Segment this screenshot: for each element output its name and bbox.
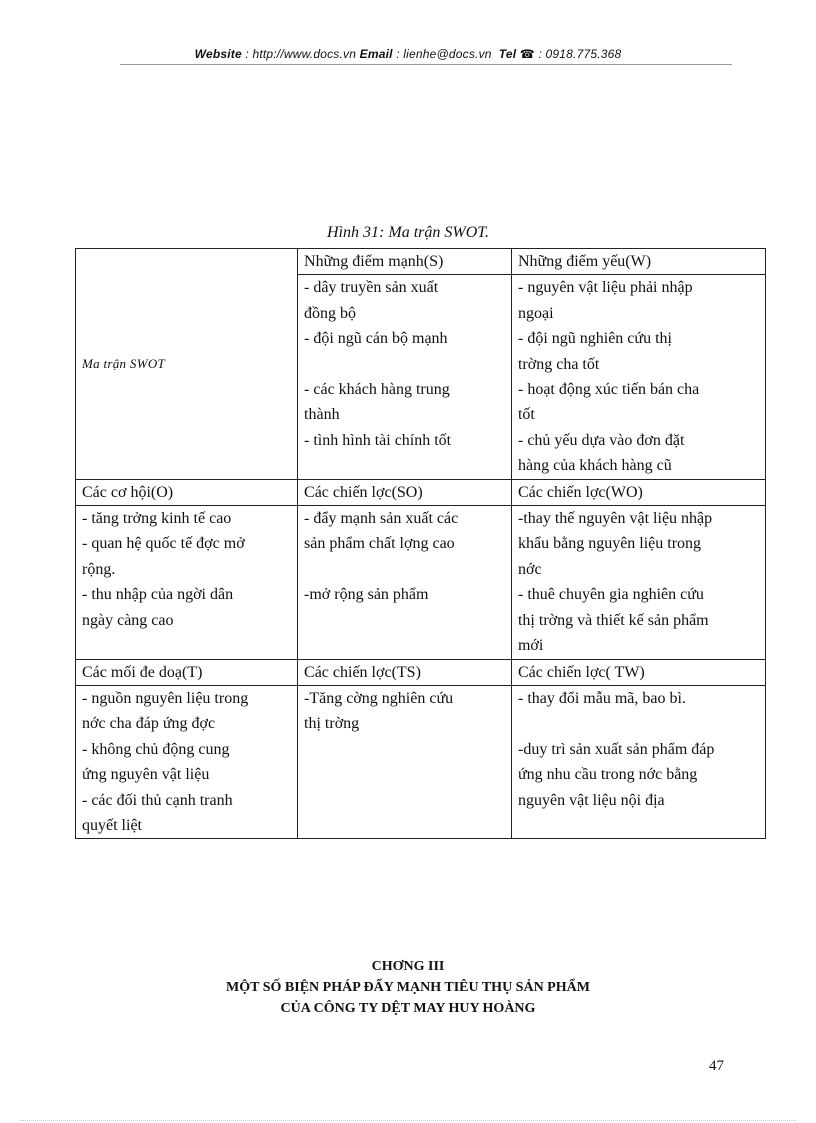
weaknesses-cell [511,275,765,479]
header-divider [120,64,732,65]
figure-caption: Hình 31: Ma trận SWOT. [327,224,489,241]
cell-text-line: - thuê chuyên gia nghiên cứu [517,586,704,604]
cell-text-line: - nguyên vật liệu phải nhập [517,279,693,297]
swot-matrix-table [75,248,766,839]
corner-cell [76,249,298,480]
cell-text-line: - thay đổi mẫu mã, bao bì. [517,689,686,707]
so-header: Các chiến lợc(SO) [298,479,512,505]
ts-header: Các chiến lợc(TS) [298,659,512,685]
cell-text-line: ứng nhu cầu trong nớc bằng [517,766,698,784]
chapter-title-line-1: MỘT SỐ BIỆN PHÁP ĐẨY MẠNH TIÊU THỤ SẢN PHẨM [226,980,590,995]
cell-text-line: ứng nguyên vật liệu [82,766,210,784]
table-row [76,249,766,275]
cell-text-line: đồng bộ [304,304,357,322]
footer-divider [20,1120,796,1121]
cell-text-line: - tình hình tài chính tốt [304,431,452,449]
cell-text-line: - chủ yếu dựa vào đơn đặt [517,431,685,449]
cell-text-line: thị trờng và thiết kế sản phẩm [517,611,709,629]
opportunities-header: Các cơ hội(O) [76,479,298,505]
cell-text-line: - dây truyền sản xuất [304,279,439,297]
tw-cell [511,685,765,838]
table-row [76,479,766,505]
cell-text-line: - hoạt động xúc tiến bán cha [517,381,700,399]
cell-text-line: - đội ngũ nghiên cứu thị [517,330,672,348]
opportunities-cell [76,506,298,659]
cell-text-line: rộng. [82,560,116,578]
cell-text-line: hàng của khách hàng cũ [517,457,672,475]
so-cell [298,506,512,659]
cell-spacer [304,557,505,582]
cell-text-line: nớc [517,560,542,578]
website-sep: : [241,47,253,61]
cell-text-line: - nguồn nguyên liệu trong [82,689,249,707]
cell-spacer [304,352,505,377]
page-number: 47 [709,1058,724,1074]
cell-text-line: tốt [517,406,535,424]
cell-text-line: trờng cha tốt [517,355,600,373]
wo-header: Các chiến lợc(WO) [511,479,765,505]
wo-cell [511,506,765,659]
cell-text-line: - không chủ động cung [82,740,230,758]
cell-text-line: mới [517,637,544,655]
cell-text-line: thành [304,406,340,424]
cell-text-line: - các đối thủ cạnh tranh [82,791,233,809]
tel-sep: : [534,47,546,61]
cell-text-line: - tăng trởng kinh tế cao [82,510,232,528]
email-address[interactable]: lienhe@docs.vn [403,47,492,61]
tel-label: Tel [498,47,517,61]
cell-text-line: sản phẩm chất lợng cao [304,535,455,553]
strengths-cell [298,275,512,479]
ts-cell [298,685,512,838]
cell-text-line: - các khách hàng trung [304,381,450,399]
strengths-header: Những điểm mạnh(S) [298,249,512,275]
cell-text-line: -duy trì sản xuất sản phẩm đáp [517,740,715,758]
tel-number: 0918.775.368 [545,47,622,61]
cell-text-line: nớc cha đáp ứng đợc [82,715,216,733]
chapter-title-line-2: CỦA CÔNG TY DỆT MAY HUY HOÀNG [280,1001,536,1016]
email-label: Email [359,47,393,61]
cell-text-line: - đẩy mạnh sản xuất các [304,510,459,528]
cell-text-line: thị trờng [304,715,360,733]
table-row [76,685,766,838]
cell-text-line: -Tăng cờng nghiên cứu [304,689,454,707]
table-row [76,659,766,685]
cell-text-line: - quan hệ quốc tế đợc mở [82,535,245,553]
phone-icon: ☎ [519,47,535,61]
threats-cell [76,685,298,838]
corner-label: Ma trận SWOT [82,356,166,372]
cell-text-line: -thay thế nguyên vật liệu nhập [517,510,713,528]
cell-text-line: ngoại [517,304,554,322]
cell-text-line: nguyên vật liệu nội địa [517,791,665,809]
cell-text-line: quyết liệt [82,816,142,834]
cell-text-line: ngày càng cao [82,611,174,629]
cell-text-line: - đội ngũ cán bộ mạnh [304,330,448,348]
email-sep: : [392,47,404,61]
website-url[interactable]: http://www.docs.vn [252,47,357,61]
cell-text-line: -mở rộng sản phẩm [304,586,429,604]
cell-text-line: - thu nhập của ngời dân [82,586,234,604]
cell-text-line: khẩu bằng nguyên liệu trong [517,535,702,553]
page-header [0,47,816,61]
cell-spacer [518,711,759,736]
weaknesses-header: Những điểm yếu(W) [511,249,765,275]
chapter-number: CHƠNG III [371,959,445,974]
website-label: Website [194,47,242,61]
table-row [76,506,766,659]
threats-header: Các mối đe doạ(T) [76,659,298,685]
chapter-heading [0,956,816,1019]
tw-header: Các chiến lợc( TW) [511,659,765,685]
